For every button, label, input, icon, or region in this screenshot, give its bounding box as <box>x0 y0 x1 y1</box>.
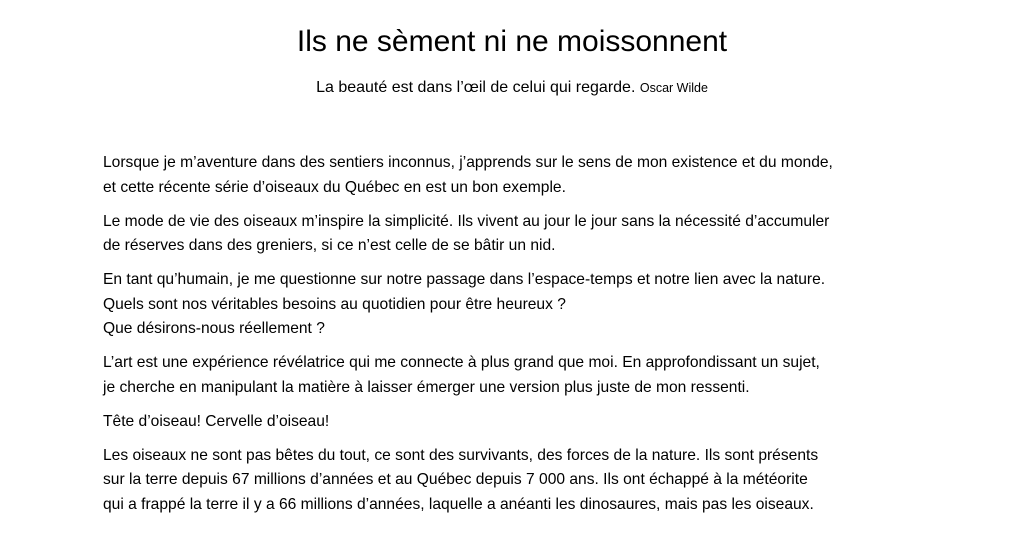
paragraph-line: En tant qu’humain, je me questionne sur notre passage dans l’espace-temps et notre lien avec la nature. <box>103 271 826 288</box>
epigraph <box>0 78 1024 98</box>
paragraph-line: Lorsque je m’aventure dans des sentiers inconnus, j’apprends sur le sens de mon existence et du monde, <box>103 154 833 171</box>
paragraph <box>103 410 933 435</box>
paragraph-line: Tête d’oiseau! Cervelle d’oiseau! <box>103 412 330 430</box>
paragraph-line: je cherche en manipulant la matière à laisser émerger une version plus juste de mon ressenti. <box>103 378 750 396</box>
paragraph-line: Que désirons-nous réellement ? <box>103 320 325 337</box>
paragraph <box>103 151 933 200</box>
paragraph-line: L’art est une expérience révélatrice qui me connecte à plus grand que moi. En approfondissant un sujet, <box>103 354 820 371</box>
paragraph <box>103 351 933 400</box>
paragraph-line: Quels sont nos véritables besoins au quotidien pour être heureux ? <box>103 295 566 313</box>
document-title: Ils ne sèment ni ne moissonnent <box>296 25 728 58</box>
paragraph-line: qui a frappé la terre il y a 66 millions d’années, laquelle a anéanti les dinosaures, mais pas les oiseaux. <box>103 495 814 513</box>
document-body <box>103 151 933 527</box>
paragraph <box>103 268 933 342</box>
paragraph-line: de réserves dans des greniers, si ce n’est celle de se bâtir un nid. <box>103 237 556 254</box>
paragraph-line: et cette récente série d’oiseaux du Québec en est un bon exemple. <box>103 178 566 196</box>
epigraph-author: Oscar Wilde <box>639 81 708 95</box>
paragraph <box>103 210 933 259</box>
paragraph-line: Les oiseaux ne sont pas bêtes du tout, ce sont des survivants, des forces de la nature. Ils sont présents <box>103 446 819 464</box>
epigraph-quote: La beauté est dans l’œil de celui qui regarde. <box>316 79 636 96</box>
paragraph-line: Le mode de vie des oiseaux m’inspire la simplicité. Ils vivent au jour le jour sans la nécessité d’accumuler <box>103 212 830 230</box>
paragraph <box>103 444 933 518</box>
paragraph-line: sur la terre depuis 67 millions d’années et au Québec depuis 7 000 ans. Ils ont échappé à la météorite <box>103 471 808 488</box>
